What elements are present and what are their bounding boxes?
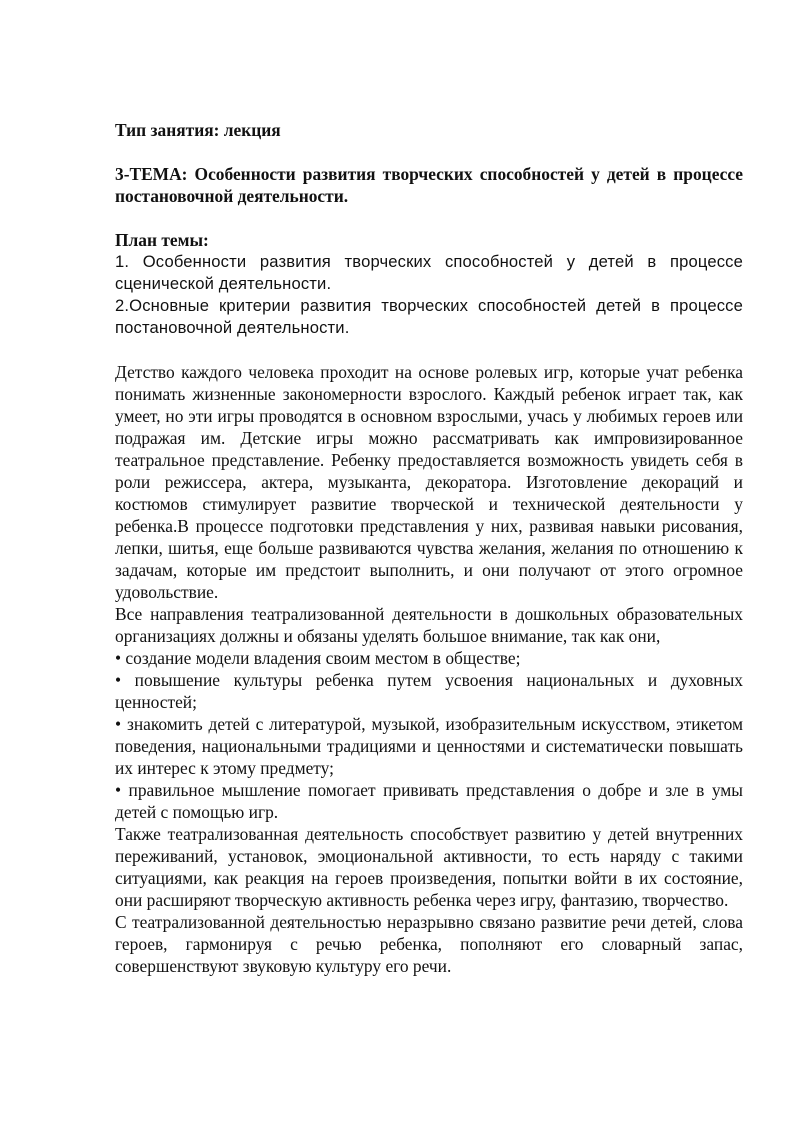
bullet-item-4: • правильное мышление помогает прививать представления о добре и зле в умы детей с помощью игр. [115,780,743,822]
bullet-item-2: • повышение культуры ребенка путем усвоения национальных и духовных ценностей; [115,670,743,712]
lesson-type-heading: Тип занятия: лекция [115,120,281,140]
body-paragraph-2: Все направления театрализованной деятельности в дошкольных образовательных организациях должны и обязаны уделять большое внимание, так как они, [115,604,743,646]
bullet-item-1: • создание модели владения своим местом в обществе; [115,648,521,668]
body-paragraph-1: Детство каждого человека проходит на основе ролевых игр, которые учат ребенка понимать жизненные закономерности взрослого. Каждый ребенок играет так, как умеет, но эти игры проводятся в основном взрослыми, учась у любимых героев или подражая им. Детские игры можно рассматривать как импровизированное театральное представление. Ребенку предоставляется возможность увидеть себя в роли режиссера, актера, музыканта, декоратора. Изготовление декораций и костюмов стимулирует развитие творческой и технической деятельности у ребенка.В процессе подготовки представления у них, развивая навыки рисования, лепки, шитья, еще больше развиваются чувства желания, желания по отношению к задачам, которые им предстоит выполнить, и они получают от этого огромное удовольствие. [115,362,743,602]
body-paragraph-4: С театрализованной деятельностью неразрывно связано развитие речи детей, слова героев, гармонируя с речью ребенка, пополняют его словарный запас, совершенствуют звуковую культуру его речи. [115,912,743,976]
body-paragraph-3: Также театрализованная деятельность способствует развитию у детей внутренних переживаний, установок, эмоциональной активности, то есть наряду с такими ситуациями, как реакция на героев произведения, попытки войти в их состояние, они расширяют творческую активность ребенка через игру, фантазию, творчество. [115,824,743,910]
plan-item-2: 2.Основные критерии развития творческих способностей детей в процессе постановочной деятельности. [115,296,743,337]
topic-title: 3-ТЕМА: Особенности развития творческих способностей у детей в процессе постановочной деятельности. [115,164,743,206]
plan-item-1: 1. Особенности развития творческих способностей у детей в процессе сценической деятельности. [115,252,743,293]
bullet-item-3: • знакомить детей с литературой, музыкой, изобразительным искусством, этикетом поведения, национальными традициями и ценностями и систематически повышать их интерес к этому предмету; [115,714,743,778]
document-page [115,119,743,977]
plan-heading: План темы: [115,230,209,250]
section-gap [115,339,743,361]
